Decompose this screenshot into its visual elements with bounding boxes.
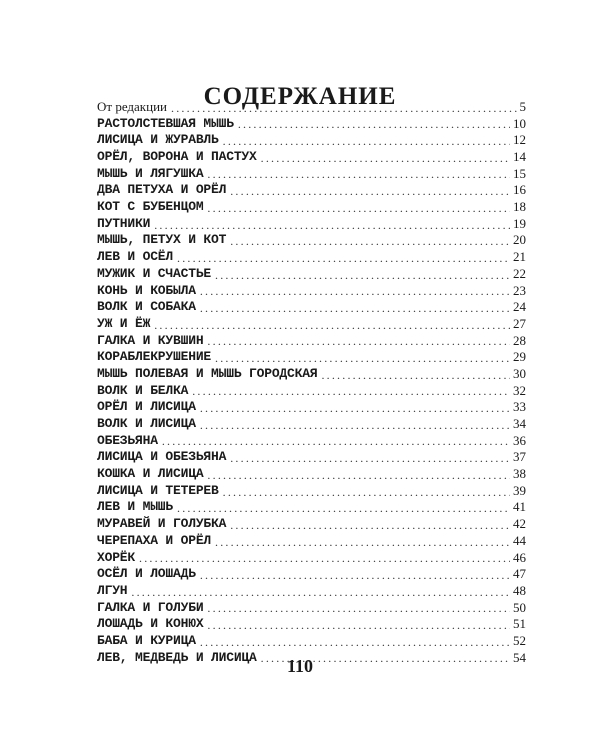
toc-entry-page: 10 bbox=[513, 115, 526, 131]
toc-entry-title: ОБЕЗЬЯНА bbox=[97, 432, 158, 448]
dot-leader bbox=[171, 103, 517, 113]
dot-leader bbox=[200, 637, 510, 647]
toc-entry bbox=[97, 216, 526, 233]
toc-entry-title: ХОРЁК bbox=[97, 549, 136, 565]
toc-entry-title: ВОЛК И СОБАКА bbox=[97, 299, 196, 315]
toc-entry bbox=[97, 166, 526, 183]
toc-entry-title: ЛИСИЦА И ТЕТЕРЕВ bbox=[97, 482, 219, 498]
toc-entry-title: УЖ И ЁЖ bbox=[97, 315, 151, 331]
toc-entry bbox=[97, 466, 526, 483]
toc-entry-page: 41 bbox=[513, 499, 526, 515]
toc-entry-page: 24 bbox=[513, 299, 526, 315]
dot-leader bbox=[321, 370, 510, 380]
toc-entry-title: ОСЁЛ И ЛОШАДЬ bbox=[97, 566, 196, 582]
toc-entry-page: 23 bbox=[513, 282, 526, 298]
toc-entry bbox=[97, 583, 526, 600]
toc-entry-title: ЧЕРЕПАХА И ОРЁЛ bbox=[97, 532, 212, 548]
dot-leader bbox=[192, 386, 510, 396]
toc-entry-title: ЛЕВ И ОСЁЛ bbox=[97, 249, 174, 265]
toc-entry-page: 36 bbox=[513, 432, 526, 448]
page-number: 110 bbox=[286, 656, 313, 676]
dot-leader bbox=[200, 286, 510, 296]
dot-leader bbox=[230, 236, 510, 246]
toc-entry-page: 54 bbox=[513, 649, 526, 665]
toc-entry-page: 34 bbox=[513, 416, 526, 432]
toc-entry bbox=[97, 383, 526, 400]
dot-leader bbox=[207, 620, 510, 630]
toc-entry bbox=[97, 516, 526, 533]
toc-entry-page: 29 bbox=[513, 349, 526, 365]
toc-entry bbox=[97, 266, 526, 283]
toc-entry bbox=[97, 366, 526, 383]
toc-entry bbox=[97, 600, 526, 617]
toc-entry bbox=[97, 299, 526, 316]
toc-entry bbox=[97, 566, 526, 583]
toc-entry-page: 48 bbox=[513, 582, 526, 598]
toc-entry-title: ОРЁЛ И ЛИСИЦА bbox=[97, 399, 196, 415]
toc-entry-page: 39 bbox=[513, 482, 526, 498]
toc-entry-title: ВОЛК И БЕЛКА bbox=[97, 382, 189, 398]
toc-entry-title: ЛИСИЦА И ЖУРАВЛЬ bbox=[97, 132, 219, 148]
toc-entry bbox=[97, 333, 526, 350]
dot-leader bbox=[223, 136, 510, 146]
dot-leader bbox=[223, 487, 510, 497]
toc-entry bbox=[97, 233, 526, 250]
toc-entry-title: БАБА И КУРИЦА bbox=[97, 632, 196, 648]
toc-entry-title: МЫШЬ И ЛЯГУШКА bbox=[97, 165, 204, 181]
toc-entry-title: ГАЛКА И ГОЛУБИ bbox=[97, 599, 204, 615]
dot-leader bbox=[238, 119, 510, 129]
toc-entry bbox=[97, 283, 526, 300]
toc-entry-page: 50 bbox=[513, 599, 526, 615]
toc-entry-page: 37 bbox=[513, 449, 526, 465]
page-title: СОДЕРЖАНИЕ bbox=[203, 82, 397, 110]
toc-entry bbox=[97, 99, 526, 116]
toc-entry-title: КОРАБЛЕКРУШЕНИЕ bbox=[97, 349, 212, 365]
toc-entry-page: 12 bbox=[513, 132, 526, 148]
toc-entry-page: 19 bbox=[513, 215, 526, 231]
dot-leader bbox=[154, 220, 510, 230]
toc-entry-title: МЫШЬ, ПЕТУХ И КОТ bbox=[97, 232, 227, 248]
toc-entry-title: КОШКА И ЛИСИЦА bbox=[97, 466, 204, 482]
toc-entry bbox=[97, 316, 526, 333]
toc-entry-page: 28 bbox=[513, 332, 526, 348]
dot-leader bbox=[200, 403, 510, 413]
dot-leader bbox=[207, 470, 510, 480]
toc-entry-title: ВОЛК И ЛИСИЦА bbox=[97, 416, 196, 432]
dot-leader bbox=[162, 436, 510, 446]
toc-entry-page: 32 bbox=[513, 382, 526, 398]
toc-entry-page: 20 bbox=[513, 232, 526, 248]
dot-leader bbox=[200, 420, 510, 430]
toc-entry-page: 14 bbox=[513, 149, 526, 165]
dot-leader bbox=[207, 336, 510, 346]
toc-entry bbox=[97, 399, 526, 416]
dot-leader bbox=[207, 603, 510, 613]
dot-leader bbox=[230, 520, 510, 530]
toc-entry bbox=[97, 533, 526, 550]
dot-leader bbox=[207, 169, 510, 179]
dot-leader bbox=[154, 320, 510, 330]
toc-entry-title: ЛИСИЦА И ОБЕЗЬЯНА bbox=[97, 449, 227, 465]
toc-entry-page: 18 bbox=[513, 199, 526, 215]
toc-entry-page: 5 bbox=[519, 98, 526, 114]
toc-entry bbox=[97, 132, 526, 149]
toc-entry-page: 46 bbox=[513, 549, 526, 565]
toc-entry bbox=[97, 416, 526, 433]
toc-entry bbox=[97, 116, 526, 133]
toc-entry-title: МУРАВЕЙ И ГОЛУБКА bbox=[97, 516, 227, 532]
toc-entry-page: 51 bbox=[513, 616, 526, 632]
toc-entry bbox=[97, 550, 526, 567]
toc-entry-page: 52 bbox=[513, 632, 526, 648]
toc-entry-page: 42 bbox=[513, 516, 526, 532]
toc-entry bbox=[97, 500, 526, 517]
dot-leader bbox=[215, 537, 510, 547]
toc-entry-title: РАСТОЛСТЕВШАЯ МЫШЬ bbox=[97, 115, 234, 131]
toc-entry bbox=[97, 433, 526, 450]
dot-leader bbox=[200, 570, 510, 580]
toc-entry-title: ДВА ПЕТУХА И ОРЁЛ bbox=[97, 182, 227, 198]
toc-entry bbox=[97, 349, 526, 366]
toc-entry-page: 38 bbox=[513, 466, 526, 482]
toc-entry-title: МУЖИК И СЧАСТЬЕ bbox=[97, 265, 212, 281]
dot-leader bbox=[139, 553, 510, 563]
dot-leader bbox=[177, 253, 510, 263]
toc-entry-page: 21 bbox=[513, 249, 526, 265]
toc-entry-page: 47 bbox=[513, 566, 526, 582]
table-of-contents bbox=[97, 99, 526, 666]
toc-entry-title: ЛОШАДЬ И КОНЮХ bbox=[97, 616, 204, 632]
toc-entry-page: 27 bbox=[513, 315, 526, 331]
toc-entry-title: ЛЕВ, МЕДВЕДЬ И ЛИСИЦА bbox=[97, 649, 257, 665]
dot-leader bbox=[200, 303, 510, 313]
toc-entry-page: 15 bbox=[513, 165, 526, 181]
toc-entry-title: КОНЬ И КОБЫЛА bbox=[97, 282, 196, 298]
toc-entry-title: От редакции bbox=[97, 98, 167, 114]
toc-entry-title: ПУТНИКИ bbox=[97, 215, 151, 231]
toc-entry-page: 16 bbox=[513, 182, 526, 198]
dot-leader bbox=[207, 203, 510, 213]
dot-leader bbox=[177, 503, 510, 513]
toc-entry bbox=[97, 182, 526, 199]
toc-entry bbox=[97, 449, 526, 466]
toc-entry bbox=[97, 616, 526, 633]
dot-leader bbox=[261, 153, 510, 163]
toc-entry-title: ОРЁЛ, ВОРОНА И ПАСТУХ bbox=[97, 149, 257, 165]
toc-entry bbox=[97, 483, 526, 500]
toc-entry-page: 30 bbox=[513, 365, 526, 381]
toc-entry-page: 44 bbox=[513, 532, 526, 548]
dot-leader bbox=[215, 353, 510, 363]
toc-entry-title: ГАЛКА И КУВШИН bbox=[97, 332, 204, 348]
toc-entry-title: ЛЕВ И МЫШЬ bbox=[97, 499, 174, 515]
dot-leader bbox=[230, 186, 510, 196]
toc-entry bbox=[97, 149, 526, 166]
dot-leader bbox=[131, 587, 510, 597]
toc-entry-title: МЫШЬ ПОЛЕВАЯ И МЫШЬ ГОРОДСКАЯ bbox=[97, 365, 318, 381]
toc-entry-page: 33 bbox=[513, 399, 526, 415]
toc-entry-page: 22 bbox=[513, 265, 526, 281]
toc-entry bbox=[97, 199, 526, 216]
dot-leader bbox=[230, 453, 510, 463]
toc-entry-title: ЛГУН bbox=[97, 582, 128, 598]
toc-entry-title: КОТ С БУБЕНЦОМ bbox=[97, 199, 204, 215]
toc-entry bbox=[97, 633, 526, 650]
toc-entry bbox=[97, 249, 526, 266]
dot-leader bbox=[215, 270, 510, 280]
